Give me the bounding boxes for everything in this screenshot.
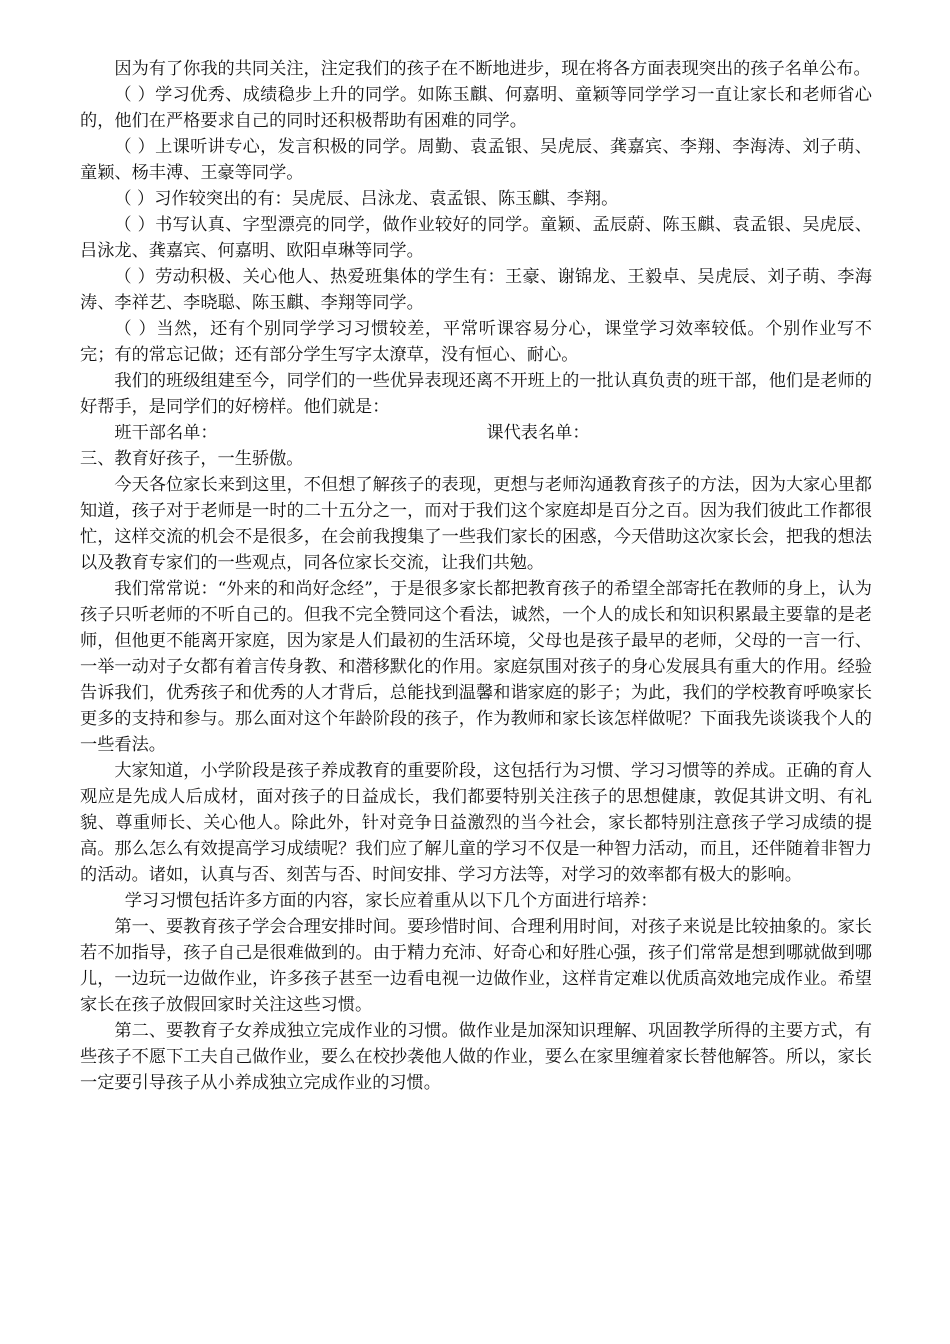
habits-intro: 学习习惯包括许多方面的内容，家长应着重从以下几个方面进行培养： xyxy=(124,891,658,911)
name-lists-row xyxy=(80,420,872,446)
list-item-text: 学习优秀、成绩稳步上升的同学。如陈玉麒、何嘉明、童颖等同学学习一直让家长和老师省心的，他们在严格要求自己的同时还积极帮助有困难的同学。 xyxy=(80,85,872,131)
document-page xyxy=(80,56,872,1096)
rep-list-label: 课代表名单： xyxy=(486,423,590,443)
body-paragraph: 大家知道，小学阶段是孩子养成教育的重要阶段，这包括行为习惯、学习习惯等的养成。正确的育人观应是先成人后成材，面对孩子的日益成长，我们都要特别关注孩子的思想健康，敦促其讲文明、有礼貌、尊重师长、关心他人。除此外，针对竞争日益激烈的当今社会，家长都特别注意孩子学习成绩的提高。那么怎么有效提高学习成绩呢？我们应了解儿童的学习不仅是一种智力活动，而且，还伴随着非智力的活动。诸如，认真与否、刻苦与否、时间安排、学习方法等，对学习的效率都有极大的影响。 xyxy=(80,761,872,885)
list-item-text: 书写认真、字型漂亮的同学，做作业较好的同学。童颖、孟辰蔚、陈玉麒、袁孟银、吴虎辰、吕泳龙、龚嘉宾、何嘉明、欧阳卓琳等同学。 xyxy=(80,215,872,261)
list-item xyxy=(80,134,872,186)
list-marker: （ ） xyxy=(114,137,156,157)
list-item xyxy=(80,82,872,134)
list-marker: （ ） xyxy=(114,267,156,287)
list-marker: （ ） xyxy=(114,189,155,209)
class-cadre-paragraph: 我们的班级组建至今，同学们的一些优异表现还离不开班上的一批认真负责的班干部，他们是老师的好帮手，是同学们的好榜样。他们就是： xyxy=(80,371,872,417)
list-item xyxy=(80,264,872,316)
list-marker: （ ） xyxy=(114,319,157,339)
body-paragraph: 今天各位家长来到这里，不但想了解孩子的表现，更想与老师沟通教育孩子的方法，因为大家心里都知道，孩子对于老师是一时的二十五分之一，而对于我们这个家庭却是百分之百。因为我们彼此工作都很忙，这样交流的机会不是很多，在会前我搜集了一些我们家长的困惑，今天借助这次家长会，把我的想法以及教育专家们的一些观点，同各位家长交流，让我们共勉。 xyxy=(80,475,872,573)
list-item xyxy=(80,212,872,264)
list-marker: （ ） xyxy=(114,85,156,105)
list-item-text: 习作较突出的有：吴虎辰、吕泳龙、袁孟银、陈玉麒、李翔。 xyxy=(154,189,619,209)
habit-paragraph: 第一、要教育孩子学会合理安排时间。要珍惜时间、合理利用时间，对孩子来说是比较抽象的。家长若不加指导，孩子自己是很难做到的。由于精力充沛、好奇心和好胜心强，孩子们常常是想到哪就做到哪儿，一边玩一边做作业，许多孩子甚至一边看电视一边做作业，这样肯定难以优质高效地完成作业。希望家长在孩子放假回家时关注这些习惯。 xyxy=(80,917,872,1015)
body-paragraph: 我们常常说：“外来的和尚好念经”，于是很多家长都把教育孩子的希望全部寄托在教师的身上，认为孩子只听老师的不听自己的。但我不完全赞同这个看法，诚然，一个人的成长和知识积累最主要靠的是老师，但他更不能离开家庭，因为家是人们最初的生活环境，父母也是孩子最早的老师，父母的一言一行、一举一动对子女都有着言传身教、和潜移默化的作用。家庭氛围对孩子的身心发展具有重大的作用。经验告诉我们，优秀孩子和优秀的人才背后，总能找到温馨和谐家庭的影子；为此，我们的学校教育呼唤家长更多的支持和参与。那么面对这个年龄阶段的孩子，作为教师和家长该怎样做呢？下面我先谈谈我个人的一些看法。 xyxy=(80,579,872,755)
section-heading: 三、教育好孩子，一生骄傲。 xyxy=(80,449,304,469)
list-item xyxy=(80,186,872,212)
list-marker: （ ） xyxy=(114,215,156,235)
cadre-list-label: 班干部名单： xyxy=(114,423,218,443)
list-item-text: 当然，还有个别同学学习习惯较差，平常听课容易分心，课堂学习效率较低。个别作业写不完；有的常忘记做；还有部分学生写字太潦草，没有恒心、耐心。 xyxy=(80,319,872,365)
list-item xyxy=(80,316,872,368)
list-item-text: 上课听讲专心，发言积极的同学。周勤、袁孟银、吴虎辰、龚嘉宾、李翔、李海涛、刘子萌、童颖、杨丰溥、王豪等同学。 xyxy=(80,137,872,183)
habit-paragraph: 第二、要教育子女养成独立完成作业的习惯。做作业是加深知识理解、巩固教学所得的主要方式，有些孩子不愿下工夫自己做作业，要么在校抄袭他人做的作业，要么在家里缠着家长替他解答。所以，家长一定要引导孩子从小养成独立完成作业的习惯。 xyxy=(80,1021,872,1093)
list-item-text: 劳动积极、关心他人、热爱班集体的学生有：王豪、谢锦龙、王毅卓、吴虎辰、刘子萌、李海涛、李祥艺、李晓聪、陈玉麒、李翔等同学。 xyxy=(80,267,872,313)
intro-paragraph: 因为有了你我的共同关注，注定我们的孩子在不断地进步，现在将各方面表现突出的孩子名单公布。 xyxy=(114,59,871,79)
